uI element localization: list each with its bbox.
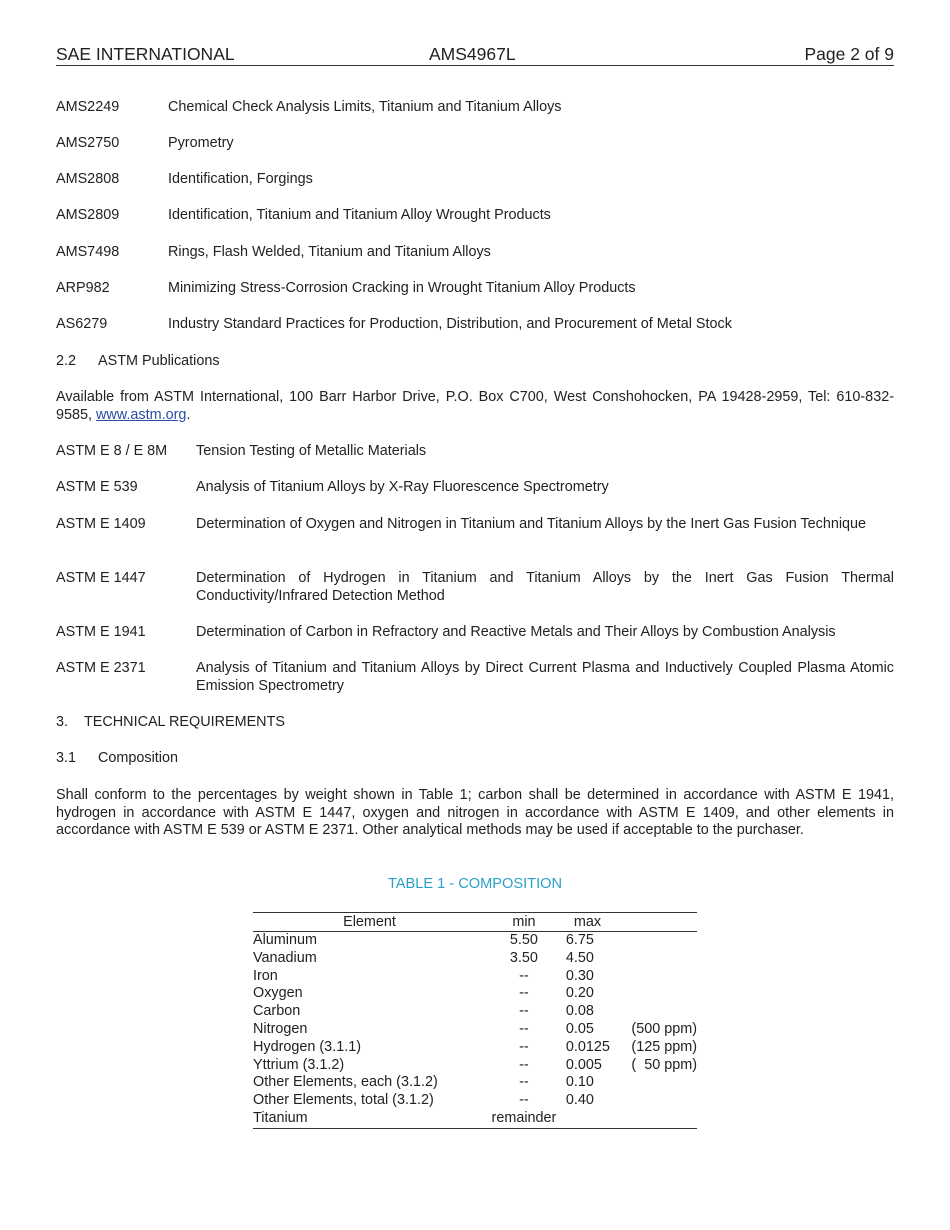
cell-element: Yttrium (3.1.2) [253,1056,345,1073]
cell-note [631,1110,697,1128]
reference-code: AMS2750 [56,135,120,151]
cell-element: Carbon [253,1003,301,1020]
reference-title: Pyrometry [168,135,234,151]
reference-title: Determination of Oxygen and Nitrogen in Titanium and Titanium Alloys by the Inert Gas Fusion Technique [196,516,867,532]
column-header-min: min [486,913,562,932]
reference-code: AMS2249 [56,99,120,115]
cell-note [631,932,697,950]
cell-note [631,1074,697,1092]
availability-text: Available from ASTM International, 100 Barr Harbor Drive, P.O. Box C700, West Conshohocken, PA 19428-2959, Tel: 610-832-9585, [56,389,894,423]
table-row [253,1092,697,1110]
astm-website-link[interactable]: www.astm.org [96,406,187,423]
reference-code: AMS7498 [56,244,120,260]
reference-code: AMS2808 [56,171,120,187]
cell-min: -- [519,967,529,984]
cell-min: 5.50 [509,932,538,948]
section-title: Composition [98,750,178,766]
reference-code: ASTM E 2371 [56,660,146,676]
cell-note [631,985,697,1003]
table-row [253,1021,697,1039]
cell-note: (125 ppm) [631,1038,697,1055]
cell-max: 0.20 [565,985,594,1002]
table-row [253,932,697,950]
reference-title: Tension Testing of Metallic Materials [196,443,427,459]
reference-title: Minimizing Stress-Corrosion Cracking in Wrought Titanium Alloy Products [168,280,636,296]
column-header-element: Element [253,913,486,932]
composition-paragraph: Shall conform to the percentages by weight shown in Table 1; carbon shall be determined in accordance with ASTM E 1941, hydrogen in accordance with ASTM E 1447, oxygen and nitrogen in accordance with ASTM E 1409, and other elements in accordance with ASTM E 539 or ASTM E 2371. Other analytical methods may be used if acceptable to the purchaser. [56,787,894,839]
cell-max: 0.005 [565,1056,602,1073]
reference-code: ASTM E 1409 [56,516,146,532]
table-row [253,1003,697,1021]
table-row [253,1039,697,1057]
section-title: TECHNICAL REQUIREMENTS [84,714,285,730]
cell-element: Vanadium [253,949,317,966]
cell-min: -- [519,1020,529,1037]
cell-max: 0.10 [565,1074,594,1091]
reference-title: Determination of Carbon in Refractory and Reactive Metals and Their Alloys by Combustion Analysis [196,624,836,640]
column-header-max: max [562,913,632,932]
cell-element: Other Elements, total (3.1.2) [253,1092,434,1109]
reference-title: Identification, Titanium and Titanium Alloy Wrought Products [168,207,551,223]
reference-code: ARP982 [56,280,110,296]
cell-element: Iron [253,967,278,984]
cell-max: 0.08 [565,1003,594,1020]
section-title: ASTM Publications [98,353,220,369]
cell-max [562,1110,632,1128]
cell-max: 0.30 [565,967,594,984]
header-doc-number: AMS4967L [429,44,516,64]
header-org: SAE INTERNATIONAL [56,44,235,64]
cell-min: -- [519,1092,529,1109]
cell-min: remainder [486,1110,562,1128]
table-row [253,1074,697,1092]
availability-paragraph [56,389,894,424]
cell-element: Nitrogen [253,1020,308,1037]
reference-code: AMS2809 [56,207,120,223]
cell-element: Aluminum [253,932,317,948]
cell-min: -- [519,1038,529,1055]
cell-min: -- [519,1056,529,1073]
cell-element: Titanium [253,1110,486,1128]
reference-title: Analysis of Titanium and Titanium Alloys by Direct Current Plasma and Inductively Coupled Plasma Atomic Emission Spectrometry [196,660,894,694]
section-number: 3.1 [56,750,77,766]
cell-element: Oxygen [253,985,303,1002]
table-title: TABLE 1 - COMPOSITION [387,876,563,892]
table-header-row [253,913,697,932]
table-row [253,1110,697,1128]
table-row [253,1057,697,1075]
link-suffix: . [186,406,191,423]
reference-code: ASTM E 8 / E 8M [56,443,168,459]
table-row [253,950,697,968]
section-number: 3. [56,714,69,730]
cell-note: ( 50 ppm) [631,1056,697,1073]
cell-note [631,968,697,986]
cell-max: 0.05 [565,1020,594,1037]
cell-max: 0.40 [565,1092,594,1109]
cell-max: 0.0125 [565,1038,610,1055]
reference-title: Chemical Check Analysis Limits, Titanium and Titanium Alloys [168,99,562,115]
reference-title: Determination of Hydrogen in Titanium and Titanium Alloys by the Inert Gas Fusion Thermal Conductivity/Infrared Detection Method [196,570,894,604]
table-row [253,985,697,1003]
reference-code: ASTM E 539 [56,479,138,495]
page-header [56,44,894,66]
reference-title: Rings, Flash Welded, Titanium and Titanium Alloys [168,244,491,260]
cell-min: -- [519,1003,529,1020]
reference-code: ASTM E 1447 [56,570,146,586]
section-number: 2.2 [56,353,77,369]
cell-element: Other Elements, each (3.1.2) [253,1074,438,1091]
reference-title: Analysis of Titanium Alloys by X-Ray Fluorescence Spectrometry [196,479,609,495]
cell-element: Hydrogen (3.1.1) [253,1038,361,1055]
reference-code: ASTM E 1941 [56,624,146,640]
cell-note [631,950,697,968]
cell-max: 4.50 [565,949,594,966]
table-row [253,968,697,986]
column-header-note [631,913,697,932]
cell-note: (500 ppm) [631,1020,697,1037]
composition-table [253,912,697,1129]
cell-min: 3.50 [509,949,538,966]
cell-min: -- [519,985,529,1002]
cell-max: 6.75 [565,932,594,948]
cell-note [631,1003,697,1021]
cell-min: -- [519,1074,529,1091]
reference-title: Identification, Forgings [168,171,313,187]
reference-title: Industry Standard Practices for Production, Distribution, and Procurement of Metal Stock [168,316,732,332]
header-page-number: Page 2 of 9 [804,44,894,64]
cell-note [631,1092,697,1110]
reference-code: AS6279 [56,316,108,332]
